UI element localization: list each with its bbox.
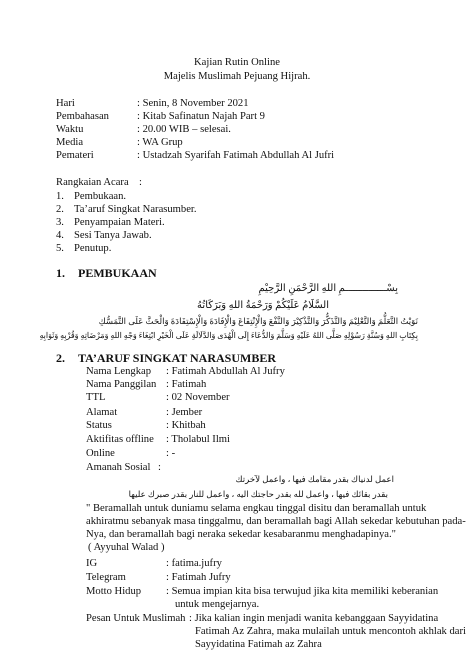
info-value: : Ustadzah Syarifah Fatimah Abdullah Al Jufri — [137, 150, 335, 161]
profile-label: Status — [86, 420, 112, 431]
info-label: Media — [56, 137, 84, 148]
agenda-number: 5. — [56, 243, 64, 254]
contact-label: Telegram — [86, 572, 126, 583]
agenda-label: Rangkaian Acara — [56, 177, 129, 188]
info-label: Hari — [56, 98, 75, 109]
message-line: Fatimah Az Zahra, maka mulailah untuk mencontoh akhlak dari — [195, 626, 466, 637]
profile-label: Online — [86, 448, 115, 459]
agenda-number: 2. — [56, 204, 64, 215]
translation-line: Nya, dan beramallah bagi neraka sekedar kesabaranmu menghadapinya." — [86, 529, 396, 540]
document-title: Kajian Rutin Online — [194, 57, 280, 68]
salam-text: السَّلَامُ عَلَيْكُمْ وَرَحْمَةُ اللهِ وَبَرَكَاتُهُ — [197, 300, 329, 311]
contact-label: Motto Hidup — [86, 586, 142, 597]
contact-label: IG — [86, 558, 98, 569]
profile-value: : - — [166, 448, 176, 459]
contact-value: : fatima.jufry — [166, 558, 222, 569]
contact-value: : Fatimah Jufry — [166, 572, 231, 583]
intention-text: نَوَيْتُ التَّعَلُّمَ وَالتَّعْلِيْمَ وَالتَّذَكُّرَ وَالتَّذْكِيْرَ وَالنَّفْعَ وَالْإِنْتِفَاعَ وَالْإِفَادَةَ وَالْإِسْتِفَادَةَ وَالْحَثَّ عَلَى التَّمَسُّكِ — [98, 316, 418, 326]
message-line: Sayyidatina Fatimah az Zahra — [195, 639, 322, 650]
info-value: : Senin, 8 November 2021 — [137, 98, 249, 109]
translation-line: " Beramallah untuk duniamu selama engkau tinggal disitu dan beramallah untuk — [86, 503, 427, 514]
arabic-quote-line: بقدر بقائك فيها ، واعمل لله بقدر حاجتك اليه ، واعمل للنار بقدر صبرك عليها — [128, 489, 388, 499]
translation-source: ( Ayyuhal Walad ) — [88, 542, 165, 553]
profile-value: : 02 November — [166, 392, 230, 403]
profile-value: : Fatimah — [166, 379, 207, 390]
profile-label: Nama Panggilan — [86, 379, 157, 390]
agenda-item: Pembukaan. — [74, 191, 127, 202]
document-subtitle: Majelis Muslimah Pejuang Hijrah. — [163, 71, 311, 82]
profile-label: Amanah Sosial — [86, 462, 151, 473]
agenda-item: Penutup. — [74, 243, 112, 254]
intention-text: بِكِتَابِ اللهِ وَسُنَّةِ رَسُوْلِهِ صَلَّى اللهُ عَلَيْهِ وَسَلَّمَ وَالدُّعَاءَ إِلَى الْهُدَى وَالدَّلَالَةِ عَلَى الْخَيْرِ ابْتِغَاءَ وَجْهِ اللهِ وَمَرْضَاتِهِ وَقُرْبِهِ وَثَوَابِهِ — [39, 331, 418, 340]
info-label: Pembahasan — [56, 111, 109, 122]
profile-value: : Jember — [166, 407, 203, 418]
profile-value: : Tholabul Ilmi — [166, 434, 230, 445]
section-heading: TA’ARUF SINGKAT NARASUMBER — [78, 351, 277, 365]
translation-line: akhiratmu sebanyak masa tinggalmu, dan beramallah bagi Allah sekedar kebutuhan pada- — [86, 516, 466, 527]
agenda-item: Ta’aruf Singkat Narasumber. — [74, 204, 197, 215]
profile-label: Nama Lengkap — [86, 366, 152, 377]
profile-value: : Khitbah — [166, 420, 206, 431]
basmala-text: بِسْــــــــــــــمِ اللهِ الرَّحْمَنِ الرَّحِيْمِ — [258, 283, 398, 294]
info-value: : 20.00 WIB – selesai. — [137, 124, 231, 135]
info-label: Waktu — [56, 124, 84, 135]
profile-label: Alamat — [86, 407, 118, 418]
arabic-quote-line: اعمل لدنياك بقدر مقامك فيها ، واعمل لآخرتك — [235, 474, 394, 484]
agenda-number: 1. — [56, 191, 64, 202]
agenda-colon: : — [139, 177, 142, 188]
profile-value: : Fatimah Abdullah Al Jufry — [166, 366, 285, 377]
section-number: 1. — [56, 266, 65, 280]
info-label: Pemateri — [56, 150, 94, 161]
profile-value: : — [158, 462, 161, 473]
message-label: Pesan Untuk Muslimah — [86, 613, 186, 624]
section-number: 2. — [56, 351, 65, 365]
profile-label: Aktifitas offline — [86, 434, 154, 445]
message-line: : Jika kalian ingin menjadi wanita kebanggaan Sayyidatina — [189, 613, 439, 624]
section-heading: PEMBUKAAN — [78, 266, 157, 280]
agenda-item: Penyampaian Materi. — [74, 217, 165, 228]
motto-continuation: untuk mengejarnya. — [175, 599, 260, 610]
agenda-item: Sesi Tanya Jawab. — [74, 230, 152, 241]
agenda-number: 3. — [56, 217, 64, 228]
profile-label: TTL — [86, 392, 106, 403]
contact-value: : Semua impian kita bisa terwujud jika kita memiliki keberanian — [166, 586, 439, 597]
info-value: : WA Grup — [137, 137, 183, 148]
info-value: : Kitab Safinatun Najah Part 9 — [137, 111, 265, 122]
agenda-number: 4. — [56, 230, 64, 241]
